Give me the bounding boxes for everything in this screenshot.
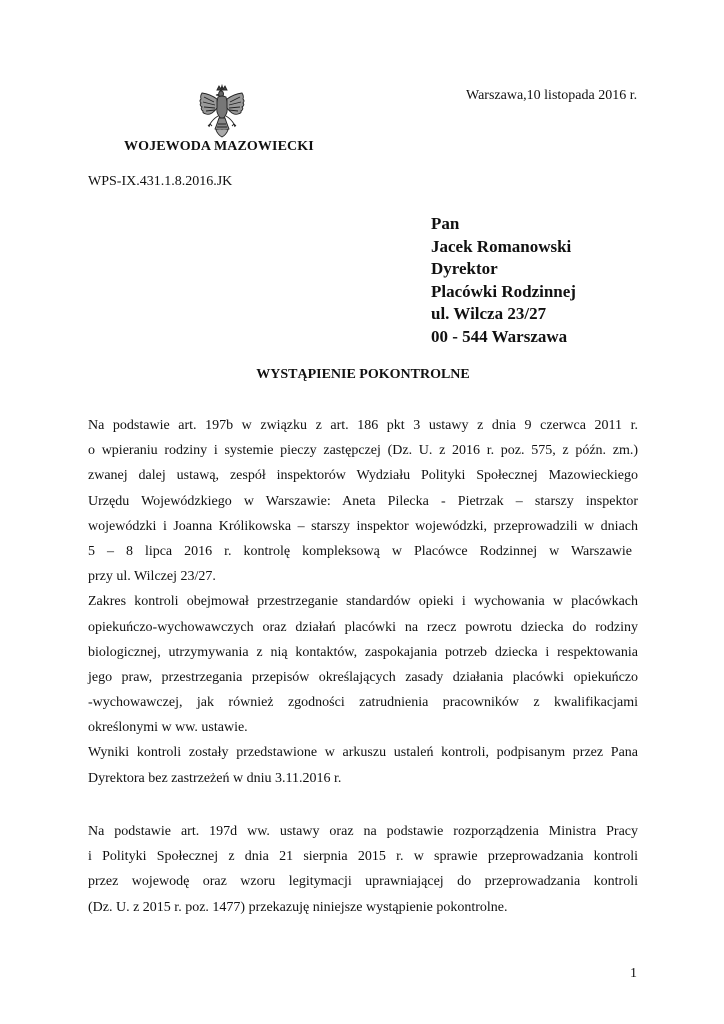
text-line: Na podstawie art. 197d ww. ustawy oraz na podstawie rozporządzenia Ministra Pracy xyxy=(88,824,638,839)
recipient-address-block xyxy=(431,213,576,348)
text-line: -wychowawczej, jak również zgodności zatrudnienia pracowników z kwalifikacjami xyxy=(88,695,638,711)
text-line: i Polityki Społecznej z dnia 21 sierpnia 2015 r. w sprawie przeprowadzania kontroli xyxy=(88,849,638,865)
text-line: Zakres kontroli obejmował przestrzeganie standardów opieki i wychowania w placówkach xyxy=(88,594,638,610)
recipient-line: Jacek Romanowski xyxy=(431,236,572,256)
text-line: 5 – 8 lipca 2016 r. kontrolę kompleksową w Placówce Rodzinnej w Warszawie xyxy=(88,543,632,559)
case-reference-number: WPS-IX.431.1.8.2016.JK xyxy=(88,174,233,189)
paragraph-legal-basis xyxy=(88,819,638,920)
text-line: Urzędu Wojewódzkiego w Warszawie: Aneta Pilecka - Pietrzak – starszy inspektor xyxy=(88,493,638,509)
polish-eagle-emblem-icon xyxy=(196,84,248,140)
text-line: przy ul. Wilczej 23/27. xyxy=(88,569,216,585)
issuing-authority: WOJEWODA MAZOWIECKI xyxy=(124,139,314,154)
text-line: jego praw, przestrzegania przepisów określających zasady działania placówki opiekuńczo xyxy=(88,669,638,685)
text-line: Dyrektora bez zastrzeżeń w dniu 3.11.2016 r. xyxy=(88,770,342,786)
paragraph-inspection-basis xyxy=(88,413,638,791)
recipient-line: Dyrektor xyxy=(431,259,498,278)
recipient-line: 00 - 544 Warszawa xyxy=(431,326,568,346)
recipient-line: ul. Wilcza 23/27 xyxy=(431,304,547,323)
text-line: Na podstawie art. 197b w związku z art. 186 pkt 3 ustawy z dnia 9 czerwca 2011 r. xyxy=(88,418,638,433)
page-number: 1 xyxy=(630,966,637,981)
text-line: określonymi w ww. ustawie. xyxy=(88,720,248,736)
document-title xyxy=(0,367,724,383)
text-line: wojewódzki i Joanna Królikowska – starszy inspektor wojewódzki, przeprowadzili w dniach xyxy=(88,518,638,534)
text-line: o wpieraniu rodziny i systemie pieczy zastępczej (Dz. U. z 2016 r. poz. 575, z późn. zm.) xyxy=(88,443,638,459)
recipient-line: Pan xyxy=(431,214,460,233)
document-title-text: WYSTĄPIENIE POKONTROLNE xyxy=(256,367,470,382)
text-line: przez wojewodę oraz wzoru legitymacji uprawniającej do przeprowadzania kontroli xyxy=(88,874,638,890)
text-line: biologicznej, utrzymywania z nią kontaktów, zaspokajania potrzeb dziecka i respektowania xyxy=(88,644,638,660)
text-line: zwanej dalej ustawą, zespół inspektorów Wydziału Polityki Społecznej Mazowieckiego xyxy=(88,468,638,484)
text-line: Wyniki kontroli zostały przedstawione w arkuszu ustaleń kontroli, podpisanym przez Pana xyxy=(88,745,638,761)
recipient-line: Placówki Rodzinnej xyxy=(431,281,576,301)
text-line: (Dz. U. z 2015 r. poz. 1477) przekazuję niniejsze wystąpienie pokontrolne. xyxy=(88,899,508,915)
text-line: opiekuńczo-wychowawczych oraz działań placówki na rzecz powrotu dziecka do rodziny xyxy=(88,619,638,635)
letter-date: Warszawa,10 listopada 2016 r. xyxy=(466,88,638,103)
